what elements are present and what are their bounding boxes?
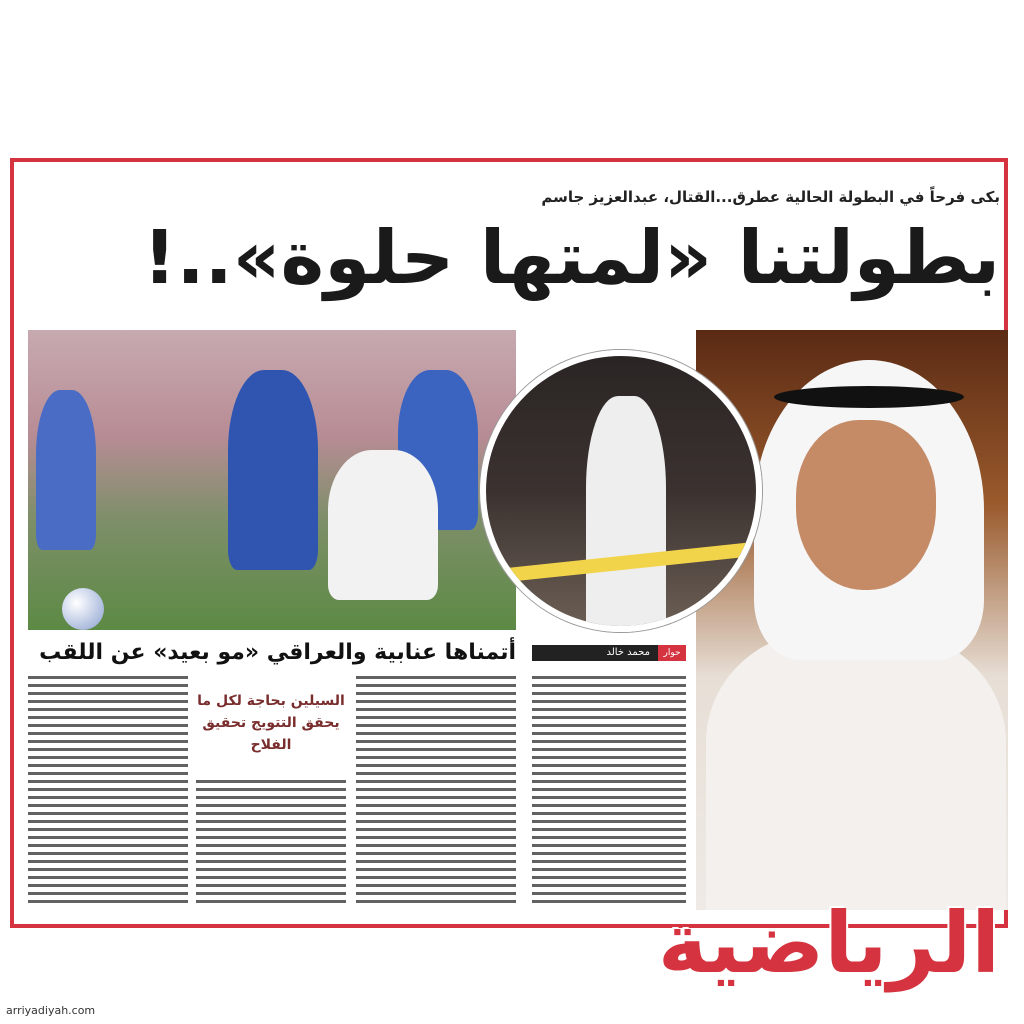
text-column [532,676,686,906]
text-column [28,676,188,906]
newspaper-masthead: الرياضية [657,894,1000,992]
event-circle-photo [480,350,762,632]
text-column [356,676,516,906]
source-url: arriyadiyah.com [6,1004,96,1017]
byline-name: محمد خالد [606,647,650,658]
byline-tag: حوار [658,645,686,661]
article-headline: بطولتنا «لمتها حلوة»..! [142,215,1000,301]
portrait-photo [696,330,1008,910]
byline [532,645,686,661]
match-photo [28,330,516,630]
article-subhead: أتمناها عنابية والعراقي «مو بعيد» عن اللقب [39,640,516,665]
text-column [196,780,346,906]
article-kicker: بكى فرحاً في البطولة الحالية عطرق...القتال، عبدالعزيز جاسم [541,188,1000,206]
pull-quote: السيلين بحاجة لكل ما يحقق التتويج تحقيق الفلاح [196,690,346,756]
